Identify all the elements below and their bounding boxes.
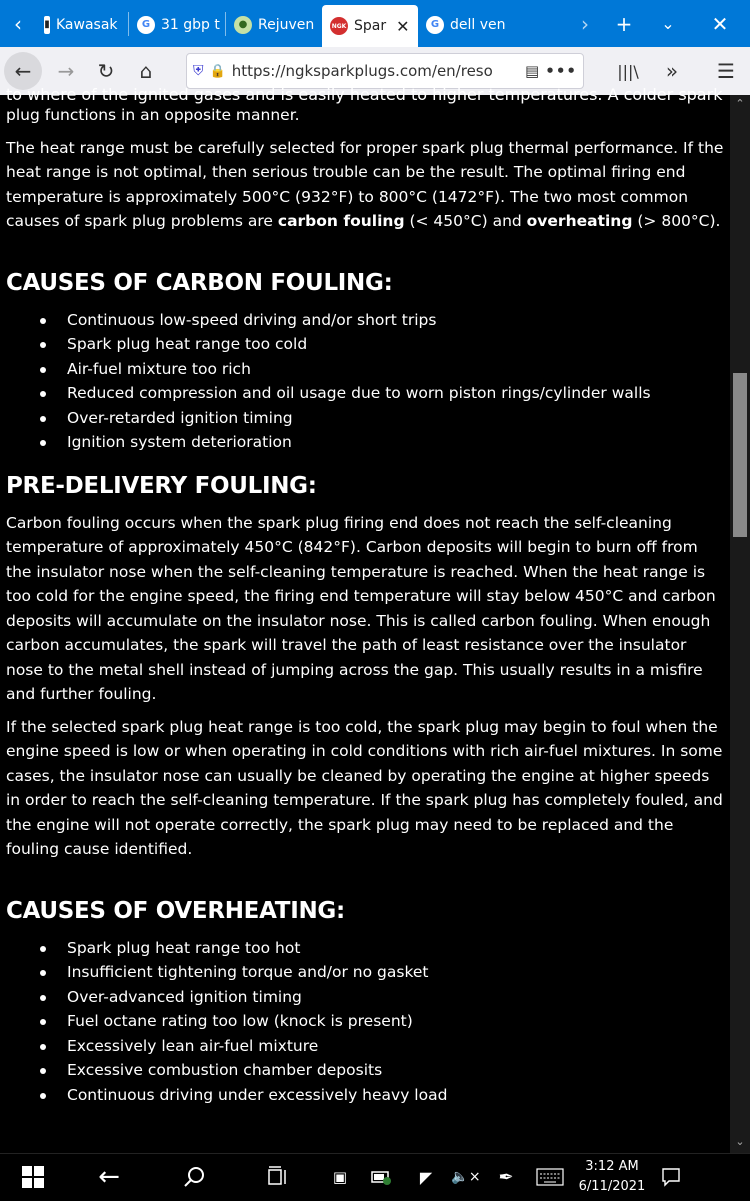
list-item: Continuous low-speed driving and/or short trips bbox=[40, 308, 724, 333]
clock-date: 6/11/2021 bbox=[578, 1179, 646, 1194]
url-bar[interactable] bbox=[186, 53, 584, 89]
text-segment: (> 800°C). bbox=[632, 212, 721, 230]
tab-dell-ven[interactable] bbox=[418, 5, 514, 45]
list-item: Excessively lean air-fuel mixture bbox=[40, 1034, 724, 1059]
kawasaki-favicon-icon: ▮ bbox=[44, 16, 50, 34]
carbon-fouling-list bbox=[6, 308, 724, 455]
close-tab-icon[interactable]: ✕ bbox=[396, 16, 410, 36]
overheating-bold: overheating bbox=[526, 212, 633, 230]
battery-glyph-icon bbox=[371, 1169, 393, 1185]
tab-31-gbp[interactable] bbox=[129, 5, 225, 45]
page-actions-icon[interactable]: ••• bbox=[545, 62, 577, 80]
tab-scroll-right-icon[interactable]: › bbox=[581, 11, 589, 36]
heading-causes-overheating: CAUSES OF OVERHEATING: bbox=[6, 897, 345, 924]
reload-button[interactable]: ↻ bbox=[97, 59, 115, 83]
google-favicon-icon: G bbox=[426, 16, 444, 34]
tracking-protection-shield-icon[interactable]: ⛨ bbox=[193, 63, 204, 79]
heat-range-paragraph bbox=[6, 136, 724, 234]
tab-label: dell ven bbox=[450, 16, 506, 33]
meet-now-icon[interactable]: ▣ bbox=[332, 1168, 348, 1186]
reader-view-icon[interactable]: ▤ bbox=[525, 62, 540, 80]
scroll-up-icon[interactable]: ⌃ bbox=[735, 97, 745, 110]
chevron-down-icon[interactable]: ⌄ bbox=[661, 14, 675, 33]
overflow-chevron-icon[interactable]: » bbox=[665, 59, 679, 83]
notification-glyph-icon bbox=[661, 1167, 681, 1187]
search-icon[interactable] bbox=[152, 1154, 236, 1201]
battery-icon[interactable] bbox=[360, 1154, 404, 1201]
list-item: Fuel octane rating too low (knock is present) bbox=[40, 1009, 724, 1034]
home-button[interactable]: ⌂ bbox=[139, 59, 153, 83]
wifi-icon[interactable]: ◤ bbox=[419, 1167, 433, 1187]
paragraph: If the selected spark plug heat range is too cold, the spark plug may begin to foul when the engine speed is low or when operating in cold conditions with rich air-fuel mixtures. In some cases, the insulator nose can usually be cleaned by operating the engine at higher speeds in order to reach the self-cleaning temperature. If the spark plug has completely fouled, and the engine will not operate correctly, the spark plug may need to be replaced and the fouling cause identified. bbox=[6, 717, 723, 858]
system-clock[interactable] bbox=[572, 1157, 652, 1197]
tab-rejuven[interactable] bbox=[226, 5, 322, 45]
url-text[interactable]: https://ngksparkplugs.com/en/reso bbox=[231, 62, 493, 80]
list-item: Reduced compression and oil usage due to worn piston rings/cylinder walls bbox=[40, 381, 724, 406]
list-item: Excessive combustion chamber deposits bbox=[40, 1058, 724, 1083]
tab-kawasaki[interactable] bbox=[36, 5, 128, 45]
tab-label: Kawasak bbox=[56, 16, 118, 33]
scroll-down-icon[interactable]: ⌄ bbox=[735, 1135, 745, 1148]
list-item: Continuous driving under excessively heavy load bbox=[40, 1083, 724, 1108]
list-item: Spark plug heat range too hot bbox=[40, 936, 724, 961]
tab-label: Rejuven bbox=[258, 16, 315, 33]
list-item: Ignition system deterioration bbox=[40, 430, 724, 455]
touch-keyboard-icon[interactable] bbox=[528, 1154, 572, 1201]
page-scrollbar[interactable] bbox=[730, 95, 750, 1153]
scrollbar-thumb[interactable] bbox=[733, 373, 747, 537]
paragraph: Carbon fouling occurs when the spark plug firing end does not reach the self-cleaning temperature of approximately 450°C (842°F). Carbon deposits will begin to burn off from the insulator nose when the self-cleaning temperature is reached. When the heat range is too cold for the engine speed, the firing end temperature will stay below 450°C and carbon deposits will accumulate on the insulator nose. This is called carbon fouling. When enough carbon accumulates, the spark will travel the path of least resistance over the insulator nose to the metal shell instead of jumping across the gap. This usually results in a misfire and further fouling. bbox=[6, 513, 716, 703]
new-tab-icon[interactable]: + bbox=[615, 11, 633, 36]
text-segment: The heat range must be carefully selected for proper spark plug thermal performance. If the heat range is not optimal, then serious trouble can be the result. The optimal firing end temperature is approximately 500°C (932°F) to 800°C (1472°F). The two most common causes of spark plug problems are bbox=[6, 138, 724, 230]
tab-label: 31 gbp t bbox=[161, 16, 220, 33]
tab-spark-plugs[interactable] bbox=[322, 5, 418, 47]
text-segment: (< 450°C) and bbox=[404, 212, 527, 230]
list-item: Insufficient tightening torque and/or no gasket bbox=[40, 960, 724, 985]
google-favicon-icon: G bbox=[137, 16, 155, 34]
heading-causes-carbon-fouling: CAUSES OF CARBON FOULING: bbox=[6, 269, 393, 296]
back-button[interactable]: ← bbox=[4, 52, 42, 90]
action-center-icon[interactable] bbox=[652, 1154, 690, 1201]
keyboard-glyph-icon bbox=[536, 1168, 564, 1186]
partially-visible-line: to where of the ignited gases and is easily heated to higher temperatures. A colder spark bbox=[6, 85, 723, 104]
carbon-fouling-bold: carbon fouling bbox=[277, 212, 405, 230]
library-icon[interactable]: |||\ bbox=[617, 61, 639, 81]
search-glyph-icon bbox=[182, 1165, 206, 1189]
paragraph: plug functions in an opposite manner. bbox=[6, 106, 300, 124]
back-arrow-icon[interactable]: ← bbox=[98, 1162, 120, 1192]
pen-icon[interactable]: ✒ bbox=[498, 1166, 514, 1188]
tab-label: Spar bbox=[354, 18, 387, 34]
list-item: Over-retarded ignition timing bbox=[40, 406, 724, 431]
list-item: Spark plug heat range too cold bbox=[40, 332, 724, 357]
tab-strip bbox=[0, 0, 750, 47]
windows-start-icon[interactable] bbox=[0, 1154, 66, 1201]
windows-taskbar bbox=[0, 1153, 750, 1200]
windows-logo-icon bbox=[21, 1165, 45, 1189]
heading-pre-delivery-fouling: PRE-DELIVERY FOULING: bbox=[6, 472, 317, 499]
close-window-icon[interactable]: ✕ bbox=[711, 11, 729, 36]
volume-muted-icon[interactable]: 🔈× bbox=[451, 1169, 481, 1185]
list-item: Over-advanced ignition timing bbox=[40, 985, 724, 1010]
tab-strip-tools bbox=[568, 0, 750, 47]
menu-hamburger-icon[interactable]: ☰ bbox=[717, 59, 735, 83]
tab-scroll-left-icon[interactable]: ‹ bbox=[14, 11, 22, 36]
task-view-glyph-icon bbox=[266, 1165, 290, 1189]
ngk-favicon-icon: NGK bbox=[330, 17, 348, 35]
page-content bbox=[0, 85, 730, 1145]
rejuven-favicon-icon: ● bbox=[234, 16, 252, 34]
lock-icon[interactable]: 🔒 bbox=[209, 63, 226, 79]
list-item: Air-fuel mixture too rich bbox=[40, 357, 724, 382]
forward-button[interactable]: → bbox=[57, 59, 75, 83]
task-view-icon[interactable] bbox=[236, 1154, 320, 1201]
clock-time: 3:12 AM bbox=[585, 1159, 639, 1174]
overheating-list bbox=[6, 936, 724, 1108]
